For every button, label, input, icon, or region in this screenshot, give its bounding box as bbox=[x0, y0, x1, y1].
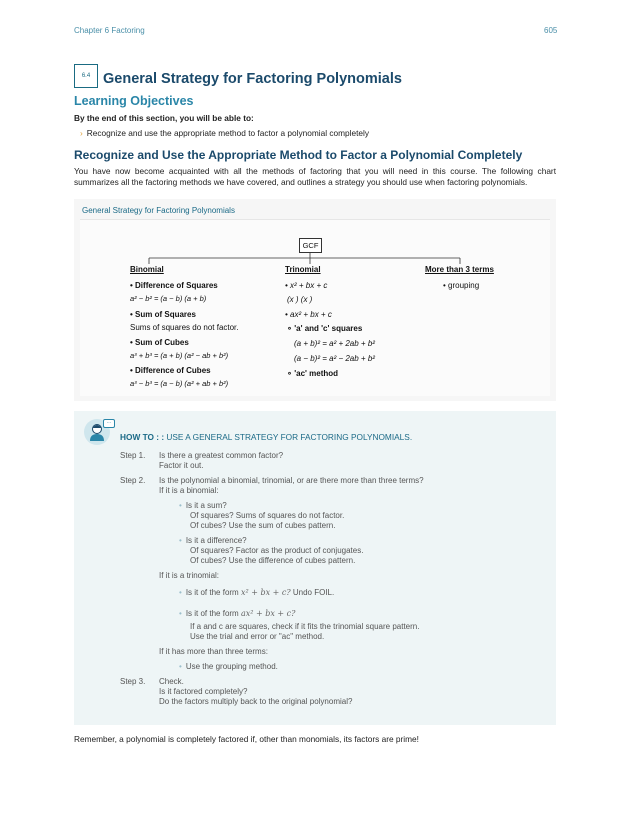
sum-of-squares: • Sum of Squares bbox=[130, 310, 196, 319]
section-number-box: 6.4 bbox=[74, 64, 98, 88]
bullet-icon: • bbox=[179, 588, 182, 597]
difference-of-cubes: • Difference of Cubes bbox=[130, 366, 211, 375]
step-1-number: Step 1. bbox=[120, 451, 146, 460]
speech-bubble-icon: ... bbox=[103, 419, 115, 428]
trinomial-form-1: • x² + bx + c bbox=[285, 281, 328, 290]
trinomial-form-1-factors: (x ) (x ) bbox=[287, 295, 313, 304]
difference-of-squares-formula: a² − b² = (a − b) (a + b) bbox=[130, 294, 207, 303]
step-1-line-1: Is there a greatest common factor? bbox=[159, 451, 284, 460]
sum-of-cubes: • Sum of Cubes bbox=[130, 338, 189, 347]
perfect-square-plus: (a + b)² = a² + 2ab + b² bbox=[294, 339, 375, 348]
closing-sentence: Remember, a polynomial is completely factored if, other than monomials, its factors are prime! bbox=[74, 734, 419, 744]
learning-objective-text: Recognize and use the appropriate method to factor a polynomial completely bbox=[86, 128, 370, 138]
intro-paragraph: You have now become acquainted with all the methods of factoring that you will need in this course. The following chart summarizes all the factoring methods we have covered, and outlines a strategy you should use when factoring polynomials. bbox=[74, 166, 556, 187]
column-more-terms: More than 3 terms bbox=[425, 265, 494, 274]
ac-method: ∘ 'ac' method bbox=[287, 369, 339, 378]
difference-of-cubes-formula: a³ − b³ = (a − b) (a² + ab + b²) bbox=[130, 379, 229, 388]
step-3-line-1: Check. bbox=[159, 677, 184, 686]
step-2-line-2: If it is a binomial: bbox=[159, 486, 219, 495]
difference-question: • Is it a difference? bbox=[179, 536, 247, 545]
trinomial-form-2: • ax² + bx + c bbox=[285, 310, 332, 319]
running-header-page-number: 605 bbox=[544, 26, 558, 35]
step-2 bbox=[120, 476, 424, 496]
grouping-method: • grouping bbox=[443, 281, 480, 290]
howto-heading: USE A GENERAL STRATEGY FOR FACTORING POLYNOMIALS. bbox=[164, 432, 413, 442]
figure-caption: General Strategy for Factoring Polynomials bbox=[82, 206, 235, 215]
step-3-number: Step 3. bbox=[120, 677, 146, 686]
section-title: General Strategy for Factoring Polynomials bbox=[103, 71, 402, 87]
gcf-node: GCF bbox=[299, 238, 322, 253]
trinomial-form-2-question: • Is it of the form ax² + bx + c? bbox=[179, 609, 296, 618]
step-1-line-2: Factor it out. bbox=[159, 461, 204, 470]
step-3-line-2: Is it factored completely? bbox=[159, 687, 248, 696]
sum-question: • Is it a sum? bbox=[179, 501, 227, 510]
howto-label: HOW TO : : bbox=[120, 432, 165, 442]
learning-objectives-title: Learning Objectives bbox=[74, 94, 194, 108]
column-trinomial: Trinomial bbox=[285, 265, 321, 274]
bullet-icon: • bbox=[179, 501, 182, 510]
sum-of-cubes-hint: Of cubes? Use the sum of cubes pattern. bbox=[190, 521, 336, 530]
trinomial-form-1-question: • Is it of the form x² + bx + c? Undo FOIL. bbox=[179, 588, 335, 597]
learning-objective-item bbox=[80, 128, 369, 138]
difference-of-squares-hint: Of squares? Factor as the product of conjugates. bbox=[190, 546, 364, 555]
step-3-line-3: Do the factors multiply back to the original polynomial? bbox=[159, 697, 353, 706]
perfect-square-minus: (a − b)² = a² − 2ab + b² bbox=[294, 354, 375, 363]
sum-of-cubes-formula: a³ + b³ = (a + b) (a² − ab + b²) bbox=[130, 351, 229, 360]
bullet-icon: • bbox=[179, 662, 182, 671]
square-pattern-hint: If a and c are squares, check if it fits the trinomial square pattern. bbox=[190, 622, 420, 631]
difference-of-cubes-hint: Of cubes? Use the difference of cubes pattern. bbox=[190, 556, 356, 565]
bullet-icon: • bbox=[179, 536, 182, 545]
trinomial-form-2-math: ax² + bx + c? bbox=[240, 609, 296, 618]
trinomial-intro: If it is a trinomial: bbox=[159, 571, 220, 580]
bullet-icon: • bbox=[179, 609, 182, 618]
sum-of-squares-hint: Of squares? Sums of squares do not factor. bbox=[190, 511, 345, 520]
howto-title bbox=[120, 432, 412, 442]
step-2-line-1: Is the polynomial a binomial, trinomial, or are there more than three terms? bbox=[159, 476, 424, 485]
subsection-title: Recognize and Use the Appropriate Method to Factor a Polynomial Completely bbox=[74, 148, 523, 162]
bullet-icon: › bbox=[80, 128, 83, 138]
step-3 bbox=[120, 677, 352, 707]
step-1 bbox=[120, 451, 283, 471]
more-terms-intro: If it has more than three terms: bbox=[159, 647, 268, 656]
strategy-figure bbox=[74, 199, 556, 401]
step-2-number: Step 2. bbox=[120, 476, 146, 485]
trinomial-form-1-math: x² + bx + c? bbox=[240, 588, 291, 597]
howto-box bbox=[74, 411, 556, 725]
learning-objectives-intro: By the end of this section, you will be able to: bbox=[74, 113, 254, 123]
running-header-chapter: Chapter 6 Factoring bbox=[74, 26, 145, 35]
sum-of-squares-note: Sums of squares do not factor. bbox=[130, 323, 239, 332]
column-binomial: Binomial bbox=[130, 265, 164, 274]
ac-method-hint: Use the trial and error or "ac" method. bbox=[190, 632, 325, 641]
strategy-chart bbox=[80, 219, 550, 396]
a-and-c-squares: ∘ 'a' and 'c' squares bbox=[287, 324, 363, 333]
grouping-hint: • Use the grouping method. bbox=[179, 662, 278, 671]
difference-of-squares: • Difference of Squares bbox=[130, 281, 218, 290]
